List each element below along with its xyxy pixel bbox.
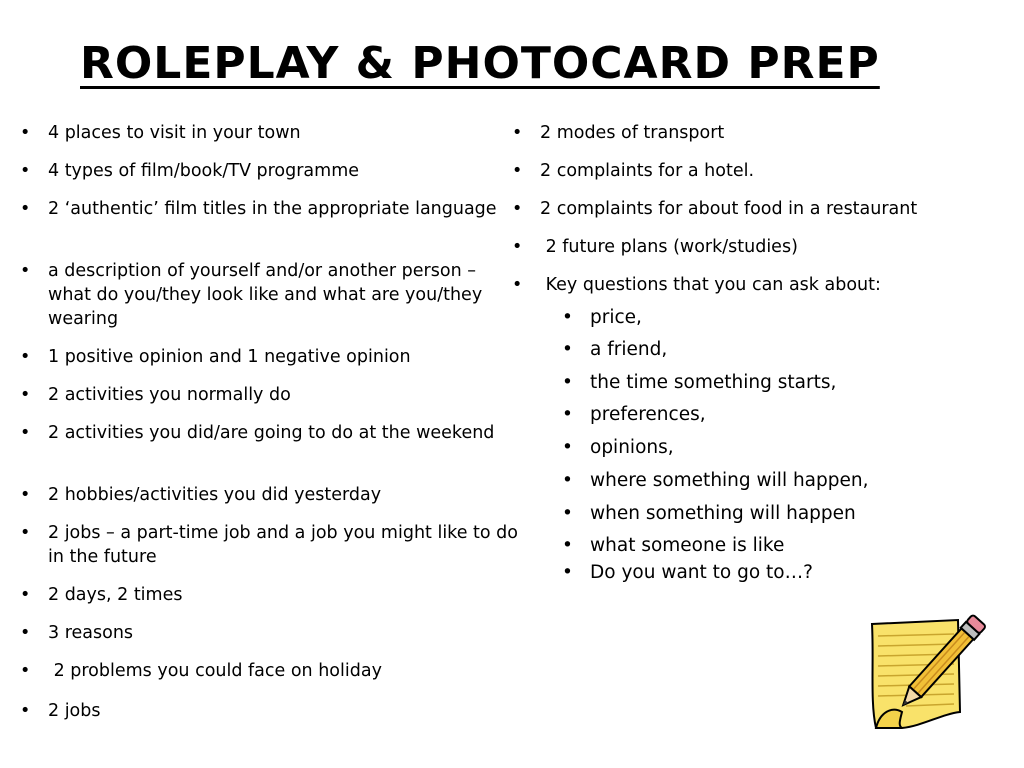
bullet-glyph: • bbox=[20, 661, 31, 681]
bullet-glyph: • bbox=[20, 423, 31, 443]
list-item bbox=[562, 403, 1000, 427]
slide-title: ROLEPLAY & PHOTOCARD PREP bbox=[80, 38, 880, 89]
list-item-text: preferences, bbox=[590, 404, 706, 425]
bullet-glyph: • bbox=[512, 199, 523, 219]
list-item-text: a friend, bbox=[590, 339, 668, 360]
list-item bbox=[20, 259, 518, 331]
list-item bbox=[562, 306, 1000, 330]
list-item-text: where something will happen, bbox=[590, 470, 869, 491]
list-item bbox=[512, 235, 1000, 259]
list-item-text: 4 types of film/book/TV programme bbox=[48, 161, 360, 181]
bullet-glyph: • bbox=[20, 261, 31, 281]
list-item-text: 2 ‘authentic’ film titles in the appropriate language bbox=[48, 199, 497, 219]
list-item bbox=[562, 561, 1000, 585]
bullet-glyph: • bbox=[20, 623, 31, 643]
list-item bbox=[562, 502, 1000, 526]
list-item bbox=[562, 534, 1000, 558]
bullet-glyph: • bbox=[512, 123, 523, 143]
bullet-glyph: • bbox=[20, 585, 31, 605]
list-item bbox=[512, 197, 1000, 221]
bullet-glyph: • bbox=[512, 275, 523, 295]
bullet-glyph: • bbox=[20, 523, 31, 543]
list-item bbox=[20, 483, 518, 507]
list-item bbox=[20, 345, 518, 369]
bullet-glyph: • bbox=[512, 237, 523, 257]
bullet-glyph: • bbox=[512, 161, 523, 181]
list-item bbox=[20, 121, 518, 145]
list-item-text: opinions, bbox=[590, 437, 674, 458]
list-item-text: Do you want to go to…? bbox=[590, 562, 813, 583]
list-item bbox=[512, 273, 1000, 297]
list-item-text: the time something starts, bbox=[590, 372, 837, 393]
bullet-glyph: • bbox=[562, 307, 573, 328]
list-item-text: a description of yourself and/or another person – what do you/they look like and what are you/they wearing bbox=[48, 261, 483, 329]
list-item-text: 4 places to visit in your town bbox=[48, 123, 301, 143]
list-item bbox=[20, 521, 518, 569]
list-item-text: 2 jobs – a part-time job and a job you might like to do in the future bbox=[48, 523, 518, 567]
bullet-glyph: • bbox=[562, 372, 573, 393]
list-item bbox=[20, 621, 518, 645]
bullet-glyph: • bbox=[562, 503, 573, 524]
list-item-text: 2 problems you could face on holiday bbox=[48, 661, 382, 681]
list-item-text: 2 complaints for about food in a restaurant bbox=[540, 199, 918, 219]
list-item-text: 1 positive opinion and 1 negative opinion bbox=[48, 347, 411, 367]
bullet-glyph: • bbox=[20, 199, 31, 219]
list-item-text: what someone is like bbox=[590, 535, 785, 556]
bullet-glyph: • bbox=[562, 562, 573, 583]
bullet-glyph: • bbox=[562, 535, 573, 556]
bullet-glyph: • bbox=[20, 485, 31, 505]
bullet-glyph: • bbox=[562, 437, 573, 458]
list-item-text: 3 reasons bbox=[48, 623, 134, 643]
list-item-text: when something will happen bbox=[590, 503, 856, 524]
bullet-glyph: • bbox=[20, 347, 31, 367]
list-item-text: 2 jobs bbox=[48, 701, 101, 721]
list-item bbox=[20, 659, 518, 683]
bullet-glyph: • bbox=[20, 123, 31, 143]
list-item bbox=[20, 421, 518, 445]
list-item bbox=[562, 338, 1000, 362]
list-item-text: 2 activities you did/are going to do at the weekend bbox=[48, 423, 495, 443]
list-item bbox=[512, 121, 1000, 145]
list-item bbox=[20, 197, 518, 221]
list-item-text: 2 activities you normally do bbox=[48, 385, 291, 405]
bullet-glyph: • bbox=[20, 701, 31, 721]
list-item bbox=[512, 159, 1000, 183]
list-item bbox=[562, 371, 1000, 395]
bullet-glyph: • bbox=[562, 470, 573, 491]
list-item bbox=[562, 436, 1000, 460]
list-item bbox=[20, 159, 518, 183]
list-item bbox=[20, 699, 518, 723]
list-item bbox=[20, 383, 518, 407]
list-item-text: Key questions that you can ask about: bbox=[540, 275, 881, 295]
list-item-text: 2 modes of transport bbox=[540, 123, 725, 143]
bullet-glyph: • bbox=[20, 161, 31, 181]
list-item-text: 2 hobbies/activities you did yesterday bbox=[48, 485, 382, 505]
notepad-pencil-icon bbox=[862, 602, 1002, 732]
list-item-text: 2 days, 2 times bbox=[48, 585, 183, 605]
bullet-glyph: • bbox=[562, 339, 573, 360]
list-item bbox=[20, 583, 518, 607]
list-item-text: 2 complaints for a hotel. bbox=[540, 161, 755, 181]
bullet-glyph: • bbox=[20, 385, 31, 405]
bullet-glyph: • bbox=[562, 404, 573, 425]
list-item-text: 2 future plans (work/studies) bbox=[540, 237, 798, 257]
list-item-text: price, bbox=[590, 307, 642, 328]
list-item bbox=[562, 469, 1000, 493]
